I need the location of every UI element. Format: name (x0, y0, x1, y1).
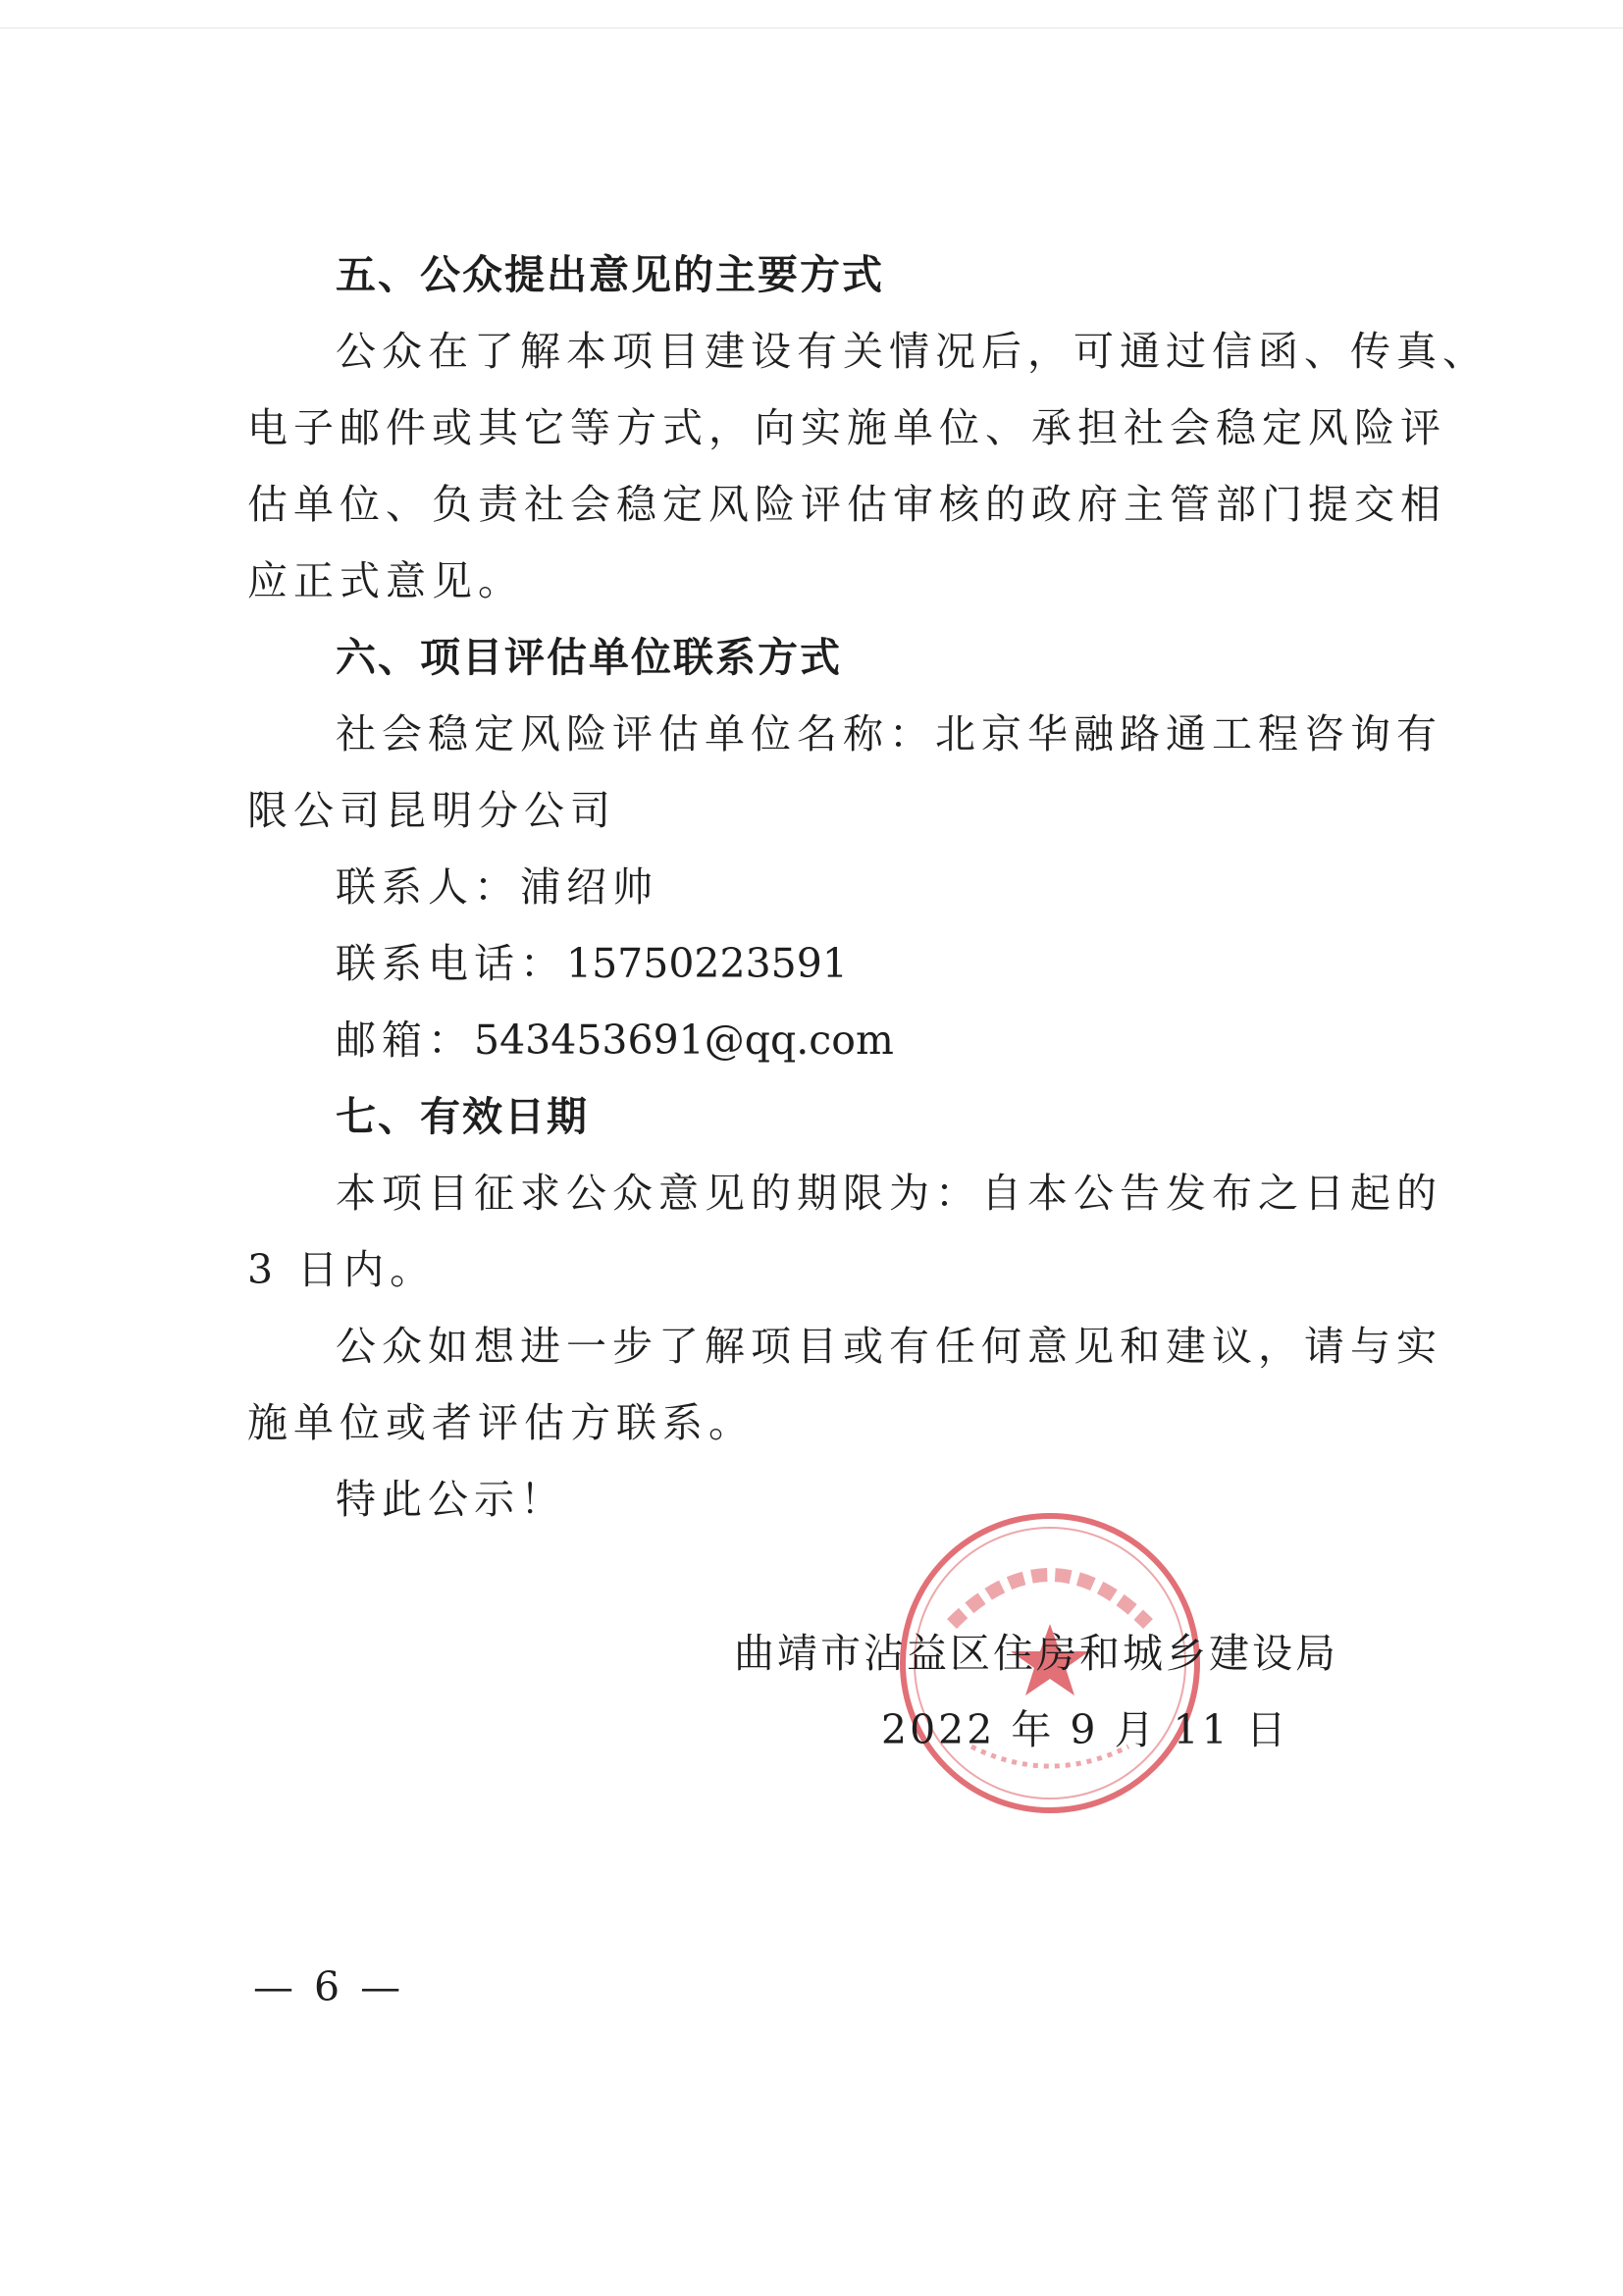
contact-email-row (336, 1016, 894, 1065)
section7-para2-line: 公众如想进一步了解项目或有任何意见和建议，请与实 (336, 1323, 1442, 1370)
email-address: 543453691@qq.com (474, 1017, 894, 1064)
section7-para1-line: 3 日内。 (247, 1246, 437, 1293)
section5-para-line: 公众在了解本项目建设有关情况后，可通过信函、传真、 (336, 328, 1489, 375)
section5-heading: 五、公众提出意见的主要方式 (336, 251, 884, 298)
contact-person: 联系人：浦绍帅 (336, 863, 658, 911)
section7-para1-line: 本项目征求公众意见的期限为：自本公告发布之日起的 (336, 1170, 1442, 1217)
section5-para-line: 估单位、负责社会稳定风险评估审核的政府主管部门提交相 (247, 481, 1446, 528)
email-label: 邮箱： (336, 1017, 474, 1064)
page-number: — 6 — (253, 1963, 405, 2010)
issue-date: 2022 年 9 月 11 日 (881, 1706, 1289, 1753)
issuing-organization: 曲靖市沾益区住房和城乡建设局 (734, 1630, 1338, 1677)
section5-para-line: 电子邮件或其它等方式，向实施单位、承担社会稳定风险评 (247, 404, 1446, 451)
section5-para-line: 应正式意见。 (247, 557, 524, 604)
phone-number: 15750223591 (566, 940, 848, 987)
section7-para2-line: 施单位或者评估方联系。 (247, 1399, 755, 1446)
closing-text: 特此公示！ (336, 1476, 566, 1523)
section6-unit-line: 限公司昆明分公司 (247, 787, 616, 834)
phone-label: 联系电话： (336, 940, 566, 987)
section6-unit-line: 社会稳定风险评估单位名称：北京华融路通工程咨询有 (336, 710, 1442, 757)
section7-heading: 七、有效日期 (336, 1093, 589, 1140)
section6-heading: 六、项目评估单位联系方式 (336, 634, 842, 681)
contact-phone-row (336, 939, 848, 988)
